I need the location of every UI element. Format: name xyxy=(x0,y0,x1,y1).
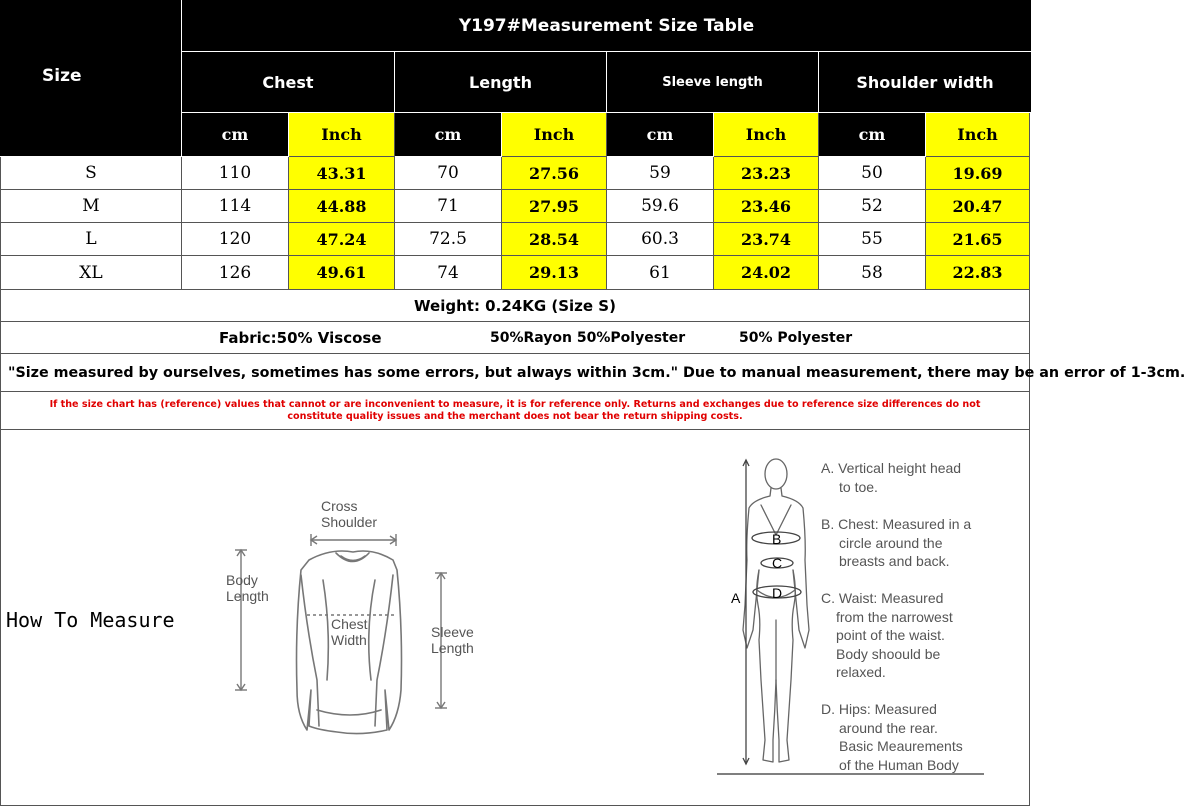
body-diagram xyxy=(743,459,809,762)
step-d: D. Hips: Measured around the rear. Basic Meaurements of the Human Body xyxy=(821,701,963,773)
letter-a: A xyxy=(731,590,741,606)
sleeve-length-header: Sleeve length xyxy=(607,52,819,113)
length-inch-cell: 27.95 xyxy=(502,190,607,223)
chest-width-label: Chest Width xyxy=(331,616,368,648)
weight-info: Weight: 0.24KG (Size S) xyxy=(0,290,1030,322)
disclaimer-line: If the size chart has (reference) values that cannot or are inconvenient to measure, it is for reference only. Returns and exchanges due to reference size differences do not xyxy=(49,398,981,410)
sleeve-cm-cell: 60.3 xyxy=(607,223,714,256)
sleeve-inch-cell: 24.02 xyxy=(714,256,819,290)
cross-shoulder-label: Cross Shoulder xyxy=(321,498,378,530)
size-cell: L xyxy=(0,223,182,256)
sleeve-cm-cell: 59.6 xyxy=(607,190,714,223)
size-cell: S xyxy=(0,157,182,190)
letter-b: B xyxy=(772,531,782,547)
chest-inch-cell: 44.88 xyxy=(289,190,395,223)
shoulder-inch-cell: 22.83 xyxy=(926,256,1030,290)
chest-cm-cell: 110 xyxy=(182,157,289,190)
unit-cm: cm xyxy=(182,113,289,157)
size-cell: XL xyxy=(0,256,182,290)
unit-inch: Inch xyxy=(714,113,819,157)
unit-cm: cm xyxy=(395,113,502,157)
sleeve-cm-cell: 59 xyxy=(607,157,714,190)
chest-cm-cell: 120 xyxy=(182,223,289,256)
length-cm-cell: 70 xyxy=(395,157,502,190)
shoulder-cm-cell: 55 xyxy=(819,223,926,256)
step-c: C. Waist: Measured from the narrowest point of the waist. Body shoould be relaxed. xyxy=(821,590,953,680)
length-inch-cell: 27.56 xyxy=(502,157,607,190)
chest-cm-cell: 126 xyxy=(182,256,289,290)
size-table xyxy=(0,0,1032,290)
size-header: Size xyxy=(0,0,182,157)
shoulder-cm-cell: 52 xyxy=(819,190,926,223)
fabric-option: 50%Rayon 50%Polyester xyxy=(490,330,686,346)
sleeve-inch-cell: 23.23 xyxy=(714,157,819,190)
shoulder-inch-cell: 21.65 xyxy=(926,223,1030,256)
how-to-measure-section xyxy=(0,430,1030,806)
shoulder-cm-cell: 50 xyxy=(819,157,926,190)
sleeve-inch-cell: 23.74 xyxy=(714,223,819,256)
how-to-measure-title: How To Measure xyxy=(6,608,175,632)
length-cm-cell: 74 xyxy=(395,256,502,290)
fabric-option: Fabric:50% Viscose xyxy=(219,329,382,347)
sleeve-cm-cell: 61 xyxy=(607,256,714,290)
unit-inch: Inch xyxy=(926,113,1030,157)
length-header: Length xyxy=(395,52,607,113)
step-b: B. Chest: Measured in a circle around the breasts and back. xyxy=(821,516,972,569)
return-disclaimer xyxy=(0,392,1030,430)
shoulder-inch-cell: 19.69 xyxy=(926,157,1030,190)
shoulder-inch-cell: 20.47 xyxy=(926,190,1030,223)
sleeve-inch-cell: 23.46 xyxy=(714,190,819,223)
table-title: Y197#Measurement Size Table xyxy=(182,0,1032,52)
length-inch-cell: 29.13 xyxy=(502,256,607,290)
length-cm-cell: 72.5 xyxy=(395,223,502,256)
length-cm-cell: 71 xyxy=(395,190,502,223)
shoulder-cm-cell: 58 xyxy=(819,256,926,290)
unit-cm: cm xyxy=(819,113,926,157)
unit-inch: Inch xyxy=(502,113,607,157)
fabric-info xyxy=(0,322,1030,354)
unit-inch: Inch xyxy=(289,113,395,157)
chest-inch-cell: 47.24 xyxy=(289,223,395,256)
chest-inch-cell: 43.31 xyxy=(289,157,395,190)
unit-cm: cm xyxy=(607,113,714,157)
disclaimer-line: constitute quality issues and the merchant does not bear the return shipping costs. xyxy=(287,410,743,422)
step-a: A. Vertical height head to toe. xyxy=(821,460,962,495)
chest-inch-cell: 49.61 xyxy=(289,256,395,290)
letter-c: C xyxy=(772,555,783,571)
body-length-label: Body Length xyxy=(226,572,269,604)
sleeve-length-label: Sleeve Length xyxy=(431,624,474,656)
length-inch-cell: 28.54 xyxy=(502,223,607,256)
shoulder-width-header: Shoulder width xyxy=(819,52,1032,113)
letter-d: D xyxy=(772,585,783,601)
fabric-option: 50% Polyester xyxy=(739,330,853,346)
size-cell: M xyxy=(0,190,182,223)
chest-cm-cell: 114 xyxy=(182,190,289,223)
chest-header: Chest xyxy=(182,52,395,113)
measurement-note: "Size measured by ourselves, sometimes has some errors, but always within 3cm." Due to manual measurement, there may be an error of 1-3cm. xyxy=(0,354,1030,392)
